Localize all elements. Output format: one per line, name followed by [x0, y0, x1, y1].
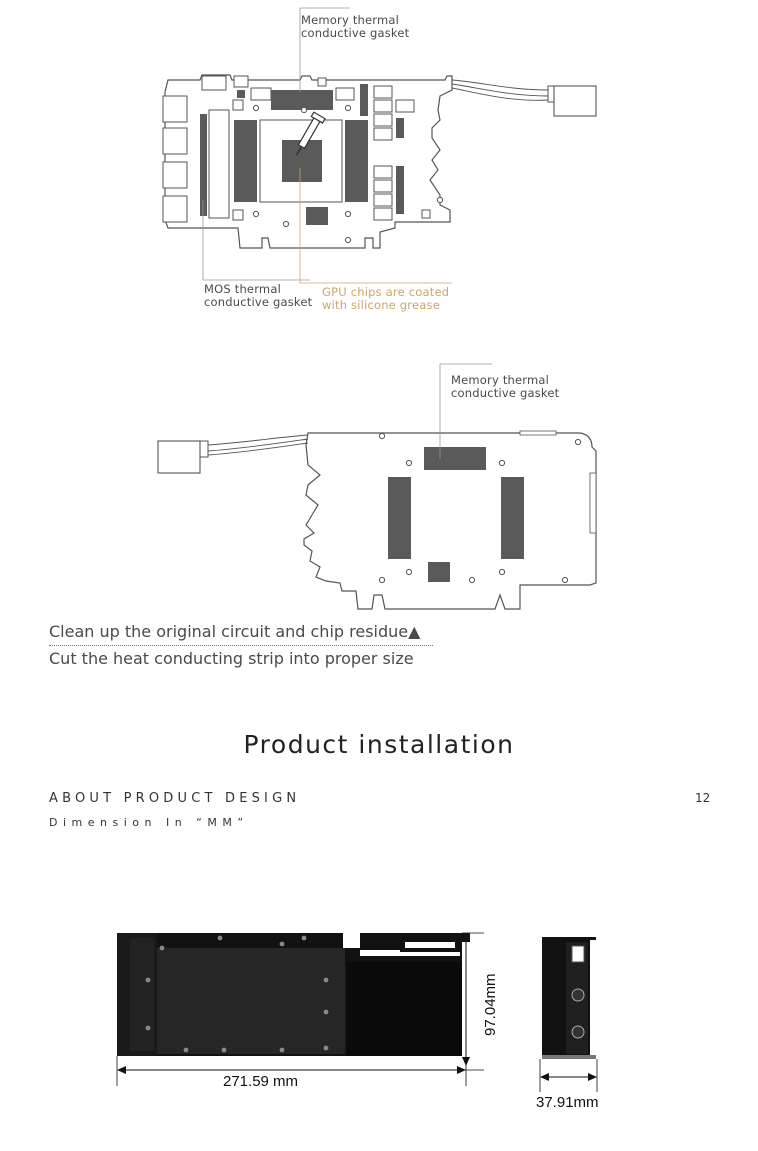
pcb-front-diagram	[0, 0, 758, 330]
dimension-note: Dimension In “MM”	[49, 816, 249, 829]
waterblock-end-view	[542, 937, 596, 1059]
gpu-callout-label: GPU chips are coated with silicone grease	[322, 285, 450, 312]
step-divider	[49, 645, 433, 646]
power-plug-icon	[554, 86, 596, 116]
mos-callout-label: MOS thermal conductive gasket	[204, 282, 313, 309]
section-title: Product installation	[243, 730, 515, 759]
memory-callout-label: Memory thermal conductive gasket	[301, 13, 410, 40]
memory-pad-back	[424, 447, 486, 470]
step-clean: Clean up the original circuit and chip residue▲	[49, 622, 421, 641]
waterblock-side-view	[117, 933, 470, 1056]
about-heading: ABOUT PRODUCT DESIGN	[49, 791, 301, 806]
dimension-thickness: 37.91mm	[536, 1094, 599, 1111]
pcb-back-diagram	[0, 355, 758, 615]
power-plug-back-icon	[158, 441, 200, 473]
dimension-height: 97.04mm	[482, 973, 499, 1036]
step-cut: Cut the heat conducting strip into proper size	[49, 649, 414, 668]
mos-pad	[200, 114, 207, 216]
memory-pad-top	[271, 90, 333, 110]
page-number: 12	[695, 791, 711, 805]
dimension-drawing	[0, 920, 758, 1120]
memory-back-callout-label: Memory thermal conductive gasket	[451, 373, 560, 400]
dimension-length: 271.59 mm	[223, 1073, 299, 1090]
